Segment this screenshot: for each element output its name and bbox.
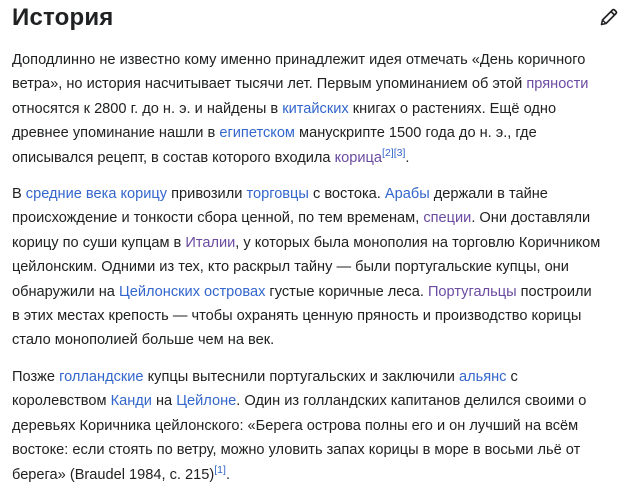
text-line	[12, 438, 626, 462]
text-run: Доподлинно не известно кому именно принадлежит идея отмечать «День коричного	[12, 52, 586, 68]
text-run: с востока.	[308, 186, 385, 203]
text-run: корицу по суши купцам в	[12, 234, 186, 251]
link-ceylon-islands[interactable]: Цейлонских островах	[118, 283, 266, 300]
footnote-link-3[interactable]: [3]	[393, 146, 406, 159]
pencil-icon	[598, 6, 620, 28]
text-line	[12, 72, 626, 96]
text-run: в этих местах крепость — чтобы охранять ценную пряность и производство корицы	[12, 308, 582, 325]
text-run: густые коричные леса.	[265, 283, 428, 300]
text-run: Позже	[12, 368, 60, 385]
text-line	[12, 304, 626, 328]
link-cinnamon[interactable]: корица	[334, 149, 383, 166]
section-title: История	[12, 4, 114, 31]
footnote-link-1[interactable]: [1]	[214, 463, 226, 476]
history-paragraph-2	[12, 182, 626, 353]
link-spice[interactable]: пряности	[526, 76, 589, 93]
link-middle-ages[interactable]: средние века	[25, 186, 117, 203]
footnote-link-2[interactable]: [2]	[382, 146, 394, 159]
text-run: держали в тайне	[429, 186, 548, 203]
link-portuguese[interactable]: Португальцы	[427, 283, 517, 300]
link-egyptian[interactable]: египетском	[219, 125, 295, 142]
link-chinese[interactable]: китайских	[282, 100, 349, 117]
text-run: относятся к 2800 г. до н. э. и найдены в	[12, 100, 283, 117]
text-run: происхождение и тонкости сбора ценной, по тем временам,	[12, 210, 424, 227]
text-line	[12, 463, 626, 487]
link-traders[interactable]: торговцы	[246, 186, 309, 203]
text-line	[12, 328, 626, 352]
footnote-ref-3	[394, 147, 406, 159]
footnote-ref-1	[214, 464, 226, 476]
text-run: с	[506, 368, 518, 385]
link-spices[interactable]: специи	[423, 210, 472, 227]
text-run: книгах о растениях. Ещё одно	[348, 100, 557, 117]
text-line	[12, 121, 626, 145]
link-kandy[interactable]: Канди	[110, 393, 152, 410]
text-line	[12, 97, 626, 121]
section-header	[12, 0, 626, 40]
text-line	[12, 389, 626, 413]
text-run: стало монополией больше чем на век.	[12, 332, 275, 349]
text-run: ветра», но история насчитывает тысячи лет. Первым упоминанием об этой	[12, 76, 527, 93]
text-run: востоке: если стоять по ветру, можно уловить запах корицы в море в восьми льё от	[12, 442, 581, 459]
link-dutch[interactable]: голландские	[59, 368, 144, 385]
history-paragraph-1	[12, 48, 626, 170]
text-line	[12, 182, 626, 206]
text-run: купцы вытеснили португальских и заключили	[143, 368, 459, 385]
text-line	[12, 48, 626, 72]
link-arabs[interactable]: Арабы	[384, 186, 430, 203]
link-cinnamon-2[interactable]: корицу	[120, 186, 168, 203]
text-line	[12, 231, 626, 255]
text-run: древнее упоминание нашли в	[12, 125, 220, 142]
text-run: берега» (Braudel 1984, с. 215)	[12, 466, 215, 483]
text-line	[12, 280, 626, 304]
text-run: королевством	[12, 393, 111, 410]
text-run: , у которых была монополия на торговлю Коричником	[235, 234, 601, 251]
link-ceylon[interactable]: Цейлоне	[176, 393, 237, 410]
text-run: В	[12, 186, 26, 203]
text-run: привозили	[167, 186, 247, 203]
link-alliance[interactable]: альянс	[458, 368, 507, 385]
edit-section-button[interactable]	[598, 6, 620, 28]
text-run: . Они доставляли	[471, 210, 591, 227]
link-italy[interactable]: Италии	[185, 234, 236, 251]
text-run: цейлонским. Одними из тех, кто раскрыл тайну — были португальские купцы, они	[12, 259, 569, 276]
text-line	[12, 414, 626, 438]
text-run: . Один из голландских капитанов делился своими о	[236, 393, 587, 410]
text-line	[12, 146, 626, 170]
text-line	[12, 365, 626, 389]
text-run: описывался рецепт, в состав которого входила	[12, 149, 335, 166]
text-run: .	[405, 149, 410, 166]
text-run: обнаружили на	[12, 283, 119, 300]
history-paragraph-3	[12, 365, 626, 487]
text-line	[12, 255, 626, 279]
footnote-ref-2	[382, 147, 394, 159]
text-run: на	[151, 393, 177, 410]
text-run: построили	[516, 283, 592, 300]
text-run: деревьях Коричника цейлонского: «Берега острова полны его и он лучший на всём	[12, 417, 579, 434]
text-line	[12, 206, 626, 230]
text-run: .	[225, 466, 230, 483]
text-run: манускрипте 1500 года до н. э., где	[294, 125, 537, 142]
